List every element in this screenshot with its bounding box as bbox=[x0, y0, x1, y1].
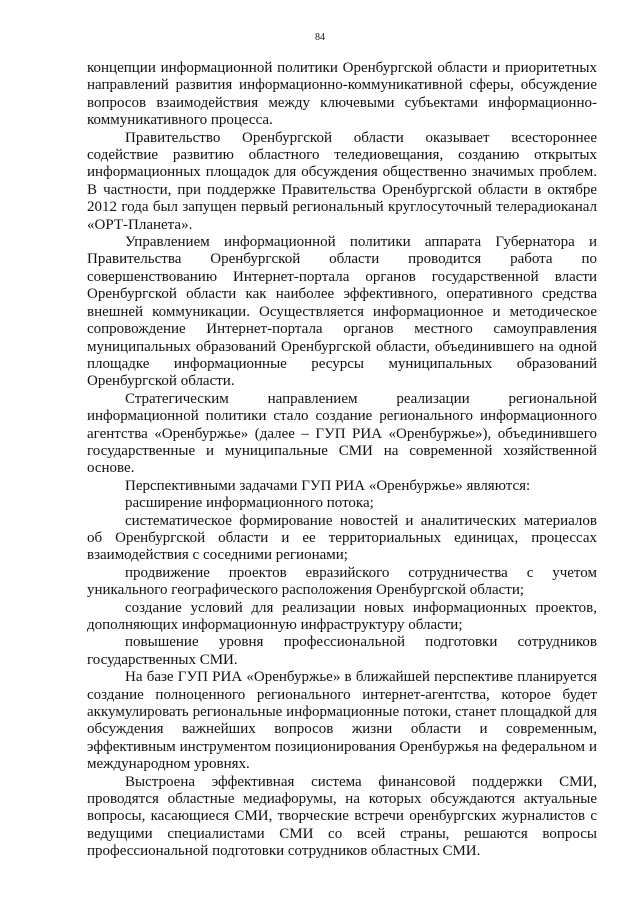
paragraph-4: Стратегическим направлением реализации региональной информационной политики стало создание регионального информационного агентства «Оренбуржье» (далее – ГУП РИА «Оренбуржье»), объединившего государственные и муниципальные СМИ на современной хозяйственной основе. bbox=[87, 390, 597, 477]
list-item-1: расширение информационного потока; bbox=[125, 495, 374, 512]
paragraph-3: Управлением информационной политики аппарата Губернатора и Правительства Оренбургской области проводится работа по совершенствованию Интернет-портала органов государственной власти Оренбургской области как наиболее эффективного, оперативного средства внешней коммуникации. Осуществляется информационное и методическое сопровождение Интернет-портала органов местного самоуправления муниципальных образований Оренбургской области, объединившего на одной площадке информационные ресурсы муниципальных образований Оренбургской области. bbox=[87, 234, 597, 390]
paragraph-2: Правительство Оренбургской области оказывает всестороннее содействие развитию областного теледиовещания, созданию открытых информационных площадок для обсуждения общественно значимых проблем. В частности, при поддержке Правительства Оренбургской области в октябре 2012 года был запущен первый региональный круглосуточный телерадиоканал «ОРТ-Планета». bbox=[87, 129, 597, 233]
list-item-5: повышение уровня профессиональной подготовки сотрудников государственных СМИ. bbox=[87, 634, 597, 668]
page-number: 84 bbox=[315, 32, 325, 43]
paragraph-7: Выстроена эффективная система финансовой поддержки СМИ, проводятся областные медиафорумы, на которых обсуждаются актуальные вопросы, касающиеся СМИ, творческие встречи оренбургских журналистов с ведущими специалистами СМИ со всей страны, решаются вопросы профессиональной подготовки сотрудников областных СМИ. bbox=[87, 773, 597, 860]
list-item-3: продвижение проектов евразийского сотрудничества с учетом уникального географического расположения Оренбургской области; bbox=[87, 564, 597, 599]
paragraph-1: концепции информационной политики Оренбургской области и приоритетных направлений развития информационно-коммуникативной сферы, обсуждение вопросов взаимодействия между ключевыми субъектами информационно-коммуникативного процесса. bbox=[87, 60, 597, 129]
paragraph-5: Перспективными задачами ГУП РИА «Оренбуржье» являются: bbox=[125, 477, 531, 494]
paragraph-6: На базе ГУП РИА «Оренбуржье» в ближайшей перспективе планируется создание полноценного регионального интернет-агентства, которое будет аккумулировать региональные информационные потоки, станет площадкой для обсуждения важнейших вопросов жизни области и современным, эффективным инструментом позиционирования Оренбуржья на федеральном и международном уровнях. bbox=[87, 669, 597, 773]
list-item-4: создание условий для реализации новых информационных проектов, дополняющих информационную инфраструктуру области; bbox=[87, 599, 597, 633]
page-body bbox=[87, 60, 597, 861]
list-item-2: систематическое формирование новостей и аналитических материалов об Оренбургской области и ее территориальных единицах, процессах взаимодействия с соседними регионами; bbox=[87, 512, 597, 564]
